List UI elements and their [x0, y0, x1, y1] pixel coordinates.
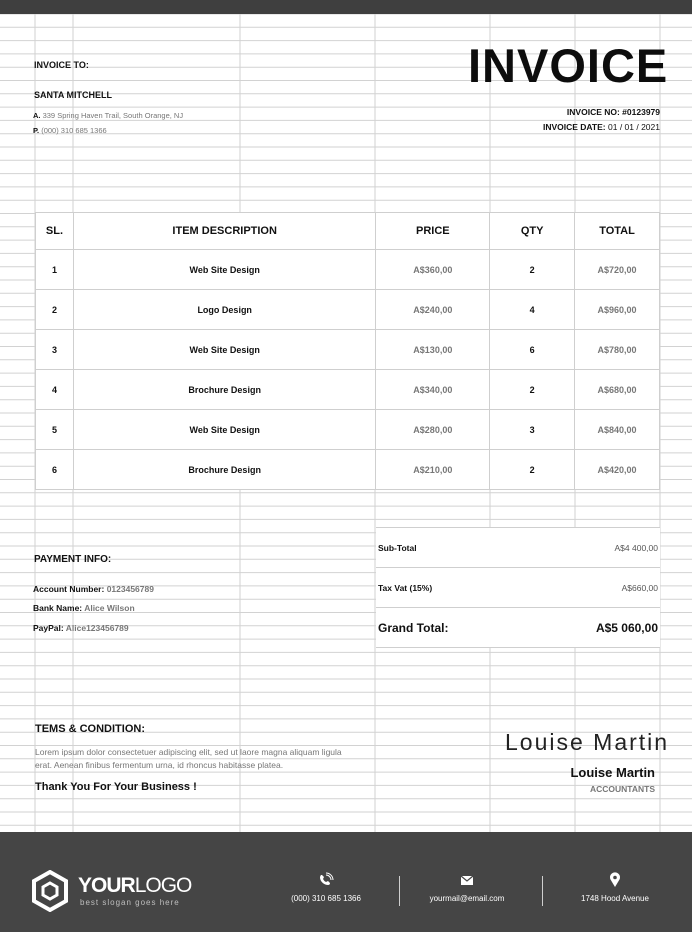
cell-sl: 1	[36, 250, 74, 290]
cell-sl: 5	[36, 410, 74, 450]
signer-name: Louise Martin	[570, 765, 655, 780]
logo-bold: YOUR	[78, 874, 135, 897]
account-label: Account Number:	[33, 584, 105, 594]
tax-label: Tax Vat (15%)	[378, 583, 433, 593]
payment-heading: PAYMENT INFO:	[34, 554, 112, 565]
subtotal-row	[376, 528, 660, 568]
table-row	[36, 250, 660, 290]
cell-sl: 3	[36, 330, 74, 370]
invoice-to-label: INVOICE TO:	[34, 60, 89, 70]
address-value: 339 Spring Haven Trail, South Orange, NJ	[42, 111, 184, 120]
logo-text	[78, 874, 191, 898]
table-header-row	[36, 213, 660, 250]
bank-label: Bank Name:	[33, 603, 83, 613]
cell-total: A$960,00	[575, 290, 660, 330]
paypal	[33, 623, 129, 633]
cell-desc: Web Site Design	[73, 250, 375, 290]
subtotal-value: A$4 400,00	[614, 543, 658, 553]
cell-price: A$130,00	[376, 330, 490, 370]
cell-total: A$420,00	[575, 450, 660, 490]
footer-address-text: 1748 Hood Avenue	[581, 894, 649, 903]
envelope-icon	[387, 872, 547, 888]
cell-qty: 2	[490, 450, 575, 490]
logo-slogan: best slogan goes here	[80, 898, 180, 907]
cell-qty: 6	[490, 330, 575, 370]
address-label: A.	[33, 111, 41, 120]
account-number	[33, 584, 154, 594]
col-qty-header: QTY	[490, 213, 575, 250]
paypal-label: PayPal:	[33, 623, 64, 633]
top-bar	[0, 0, 692, 14]
cell-desc: Web Site Design	[73, 410, 375, 450]
cell-desc: Brochure Design	[73, 450, 375, 490]
bank-value: Alice Wilson	[84, 603, 135, 613]
footer-phone-text: (000) 310 685 1366	[291, 894, 361, 903]
col-total-header: TOTAL	[575, 213, 660, 250]
logo-thin: LOGO	[134, 874, 192, 897]
subtotal-label: Sub-Total	[378, 543, 417, 553]
items-table	[35, 212, 660, 490]
hexagon-logo-icon	[31, 870, 69, 912]
grand-total-value: A$5 060,00	[595, 621, 658, 635]
cell-total: A$720,00	[575, 250, 660, 290]
footer	[0, 832, 692, 932]
cell-desc: Logo Design	[73, 290, 375, 330]
client-address	[33, 111, 183, 120]
col-desc-header: ITEM DESCRIPTION	[73, 213, 375, 250]
cell-total: A$780,00	[575, 330, 660, 370]
cell-price: A$340,00	[376, 370, 490, 410]
col-price-header: PRICE	[376, 213, 490, 250]
invoice-title: INVOICE	[468, 39, 669, 92]
bank-name	[33, 603, 135, 613]
summary-block	[376, 527, 660, 648]
phone-label: P.	[33, 126, 40, 135]
tax-row	[376, 568, 660, 608]
phone-icon	[246, 872, 406, 888]
client-phone	[33, 126, 107, 135]
footer-email-text: yourmail@email.com	[429, 894, 505, 903]
table-row	[36, 410, 660, 450]
signature: Louise Martin	[505, 729, 670, 755]
cell-price: A$240,00	[376, 290, 490, 330]
signer-role: ACCOUNTANTS	[589, 784, 655, 794]
cell-qty: 2	[490, 370, 575, 410]
cell-desc: Web Site Design	[73, 330, 375, 370]
invoice-date	[543, 122, 660, 132]
terms-text-line-2: erat. Aenean finibus fermentum urna, id rhoncus habitasse platea.	[35, 760, 284, 770]
account-value: 0123456789	[106, 584, 154, 594]
col-sl-header: SL.	[36, 213, 74, 250]
cell-sl: 4	[36, 370, 74, 410]
table-row	[36, 290, 660, 330]
grand-total-row	[376, 608, 660, 648]
client-name: SANTA MITCHELL	[34, 90, 112, 100]
footer-phone	[246, 872, 406, 903]
terms-text-line-1: Lorem ipsum dolor consectetuer adipiscing elit, sed ut laore magna aliquam ligula	[35, 747, 342, 757]
cell-qty: 2	[490, 250, 575, 290]
footer-email	[387, 872, 547, 903]
invoice-date-value: 01 / 01 / 2021	[608, 122, 660, 132]
table-row	[36, 330, 660, 370]
invoice-number: INVOICE NO: #0123979	[566, 107, 660, 117]
terms-heading: TEMS & CONDITION:	[35, 723, 145, 735]
cell-sl: 2	[36, 290, 74, 330]
paypal-value: Alice123456789	[65, 623, 129, 633]
cell-price: A$280,00	[376, 410, 490, 450]
thank-you-note: Thank You For Your Business !	[35, 781, 197, 793]
cell-desc: Brochure Design	[73, 370, 375, 410]
cell-sl: 6	[36, 450, 74, 490]
table-row	[36, 450, 660, 490]
cell-qty: 3	[490, 410, 575, 450]
cell-price: A$210,00	[376, 450, 490, 490]
cell-total: A$840,00	[575, 410, 660, 450]
cell-price: A$360,00	[376, 250, 490, 290]
invoice-date-label: INVOICE DATE:	[542, 122, 606, 132]
phone-value: (000) 310 685 1366	[41, 126, 107, 135]
location-pin-icon	[535, 872, 692, 888]
tax-value: A$660,00	[621, 583, 658, 593]
cell-total: A$680,00	[575, 370, 660, 410]
table-row	[36, 370, 660, 410]
grand-total-label: Grand Total:	[378, 621, 449, 635]
cell-qty: 4	[490, 290, 575, 330]
footer-address	[535, 872, 692, 903]
